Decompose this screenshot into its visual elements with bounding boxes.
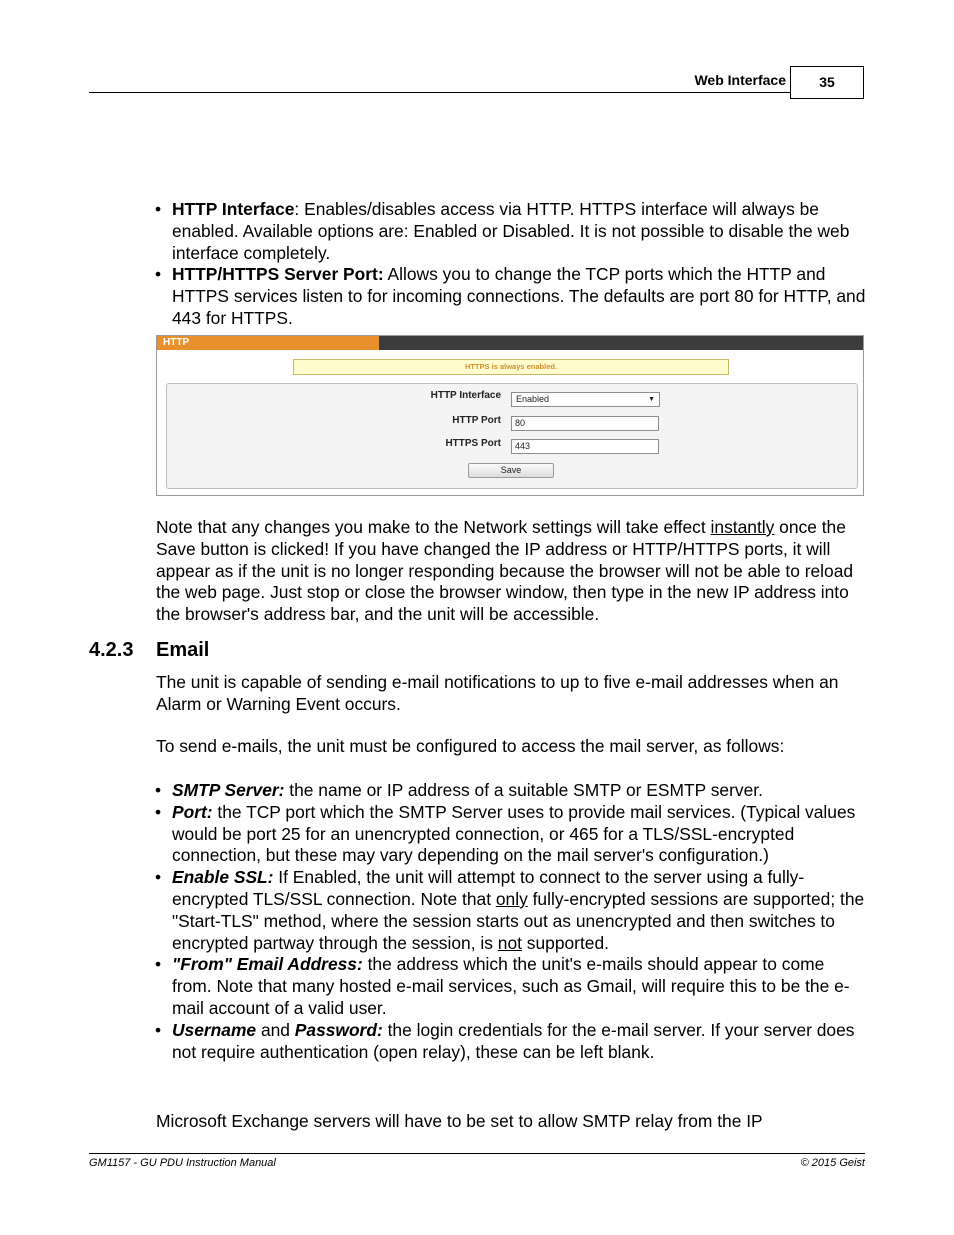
list-item-port: • Port: the TCP port which the SMTP Server uses to provide mail services. (Typical values would be port 25 for an unencrypted connection, or 465 for a TLS/SSL-encrypted connection, but these may vary depending on the mail server's configuration.) [155, 802, 867, 867]
http-form [166, 383, 858, 489]
save-button[interactable]: Save [468, 463, 554, 478]
http-interface-label: HTTP Interface [430, 390, 501, 401]
list-item-smtp-server: • SMTP Server: the name or IP address of a suitable SMTP or ESMTP server. [155, 780, 867, 802]
header-rule [89, 92, 791, 93]
term-enable-ssl: Enable SSL: [172, 867, 274, 888]
list-item-server-port [155, 264, 867, 329]
http-port-input[interactable]: 80 [511, 416, 659, 431]
http-settings-panel [156, 335, 864, 496]
panel-tab-http: HTTP [157, 336, 379, 350]
term-http-interface: HTTP Interface [172, 199, 295, 219]
exchange-paragraph: Microsoft Exchange servers will have to be set to allow SMTP relay from the IP [156, 1111, 763, 1131]
section-title: Email [156, 639, 210, 661]
https-notice: HTTPS is always enabled. [293, 359, 729, 375]
list-item-from-address: • "From" Email Address: the address which the unit's e-mails should appear to come from. Note that many hosted e-mail services, such as Gmail, will require this to be the e-mail account of a valid user. [155, 954, 867, 1019]
http-interface-select[interactable]: Enabled ▼ [511, 392, 660, 407]
desc-http-interface: Enables/disables access via HTTP. HTTPS interface will always be enabled. Available options are: Enabled or Disabled. It is not possible to disable the web interface completely. [172, 199, 850, 263]
page-number: 35 [790, 66, 864, 99]
term-port: Port: [172, 801, 213, 822]
emphasis-only: only [495, 888, 528, 909]
term-smtp-server: SMTP Server: [172, 780, 285, 800]
http-settings-list [155, 199, 867, 330]
footer-copyright: © 2015 Geist [800, 1157, 865, 1169]
emphasis-instantly: instantly [710, 517, 775, 537]
https-port-input[interactable]: 443 [511, 439, 659, 454]
running-header-title: Web Interface [694, 72, 786, 88]
email-settings-list [155, 780, 867, 1063]
chevron-down-icon: ▼ [648, 396, 655, 403]
term-password: Password: [294, 1019, 383, 1040]
term-from-address: "From" Email Address: [172, 954, 363, 975]
list-item-http-interface: • HTTP Interface: Enables/disables access via HTTP. HTTPS interface will always be enabled. Available options are: Enabled or Disabled. It is not possible to disable the web interface completely. [155, 199, 867, 264]
emphasis-not: not [497, 932, 522, 953]
footer-manual-title: GM1157 - GU PDU Instruction Manual [89, 1157, 276, 1169]
https-port-label: HTTPS Port [445, 438, 501, 449]
list-item-enable-ssl: • Enable SSL: If Enabled, the unit will attempt to connect to the server using a fully-encrypted TLS/SSL connection. Note that only fully-encrypted sessions are supported; the "Start-TLS" method, where the session starts out as unencrypted and then switches to encrypted partway through the session, is not supported. [155, 867, 867, 954]
section-number: 4.2.3 [89, 639, 134, 661]
term-username: Username [172, 1019, 257, 1040]
desc-server-port: Allows you to change the TCP ports which the HTTP and HTTPS services listen to for incoming connections. The defaults are port 80 for HTTP, and 443 for HTTPS. [172, 264, 866, 328]
http-port-label: HTTP Port [452, 415, 501, 426]
term-server-port: HTTP/HTTPS Server Port: [172, 264, 384, 285]
network-note-paragraph: Note that any changes you make to the Network settings will take effect instantly once the Save button is clicked! If you have changed the IP address or HTTP/HTTPS ports, it will appear as if the unit is no longer responding because the browser will not be able to reload the web page. Just stop or close the browser window, then type in the new IP address into the browser's address bar, and the unit will be accessible. [156, 517, 854, 625]
footer-rule [89, 1153, 865, 1154]
list-item-credentials: • Username and Password: the login credentials for the e-mail server. If your server does not require authentication (open relay), these can be left blank. [155, 1020, 867, 1064]
email-config-paragraph: To send e-mails, the unit must be configured to access the mail server, as follows: [156, 736, 785, 756]
email-intro-paragraph: The unit is capable of sending e-mail notifications to up to five e-mail addresses when an Alarm or Warning Event occurs. [156, 672, 839, 714]
